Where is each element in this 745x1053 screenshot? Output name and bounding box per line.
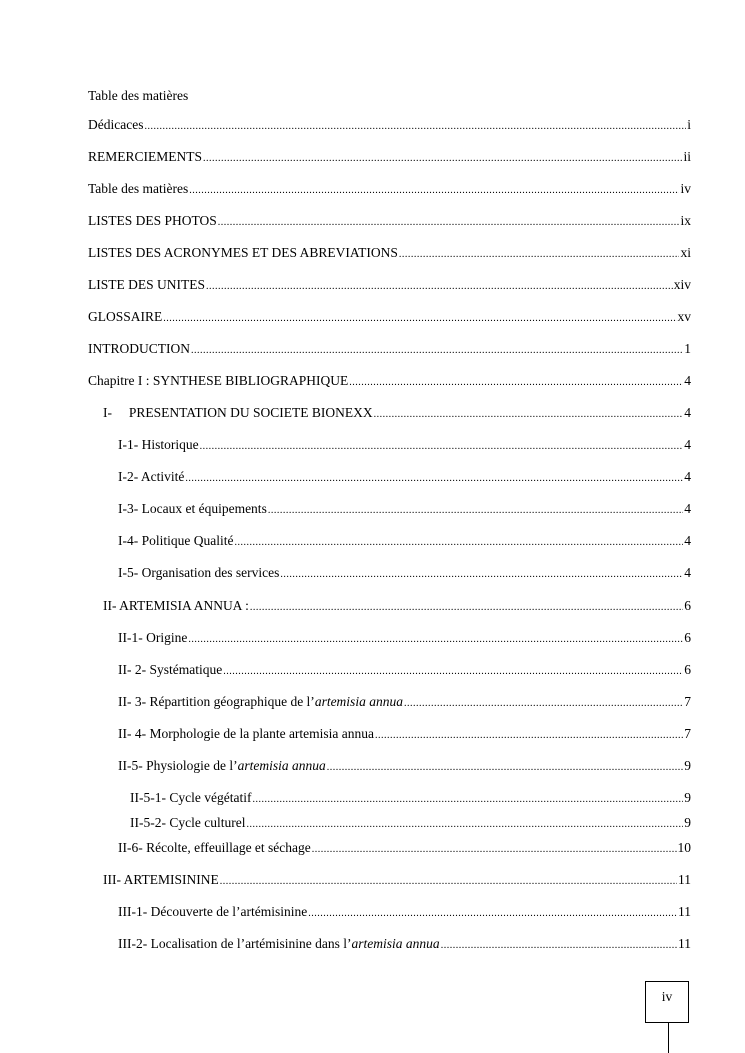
toc-entry[interactable]: [88, 116, 691, 135]
toc-page-number: 11: [678, 872, 691, 887]
toc-leader-dots: [308, 905, 677, 922]
toc-leader-dots: [191, 342, 683, 359]
toc-entry[interactable]: [130, 789, 691, 808]
toc-page-number: 4: [684, 565, 691, 580]
toc-entry[interactable]: [118, 629, 691, 648]
toc-entry[interactable]: [88, 340, 691, 359]
toc-leader-dots: [223, 663, 683, 680]
toc-leader-dots: [268, 502, 683, 519]
toc-entry-label: III- ARTEMISININE: [103, 872, 219, 887]
toc-entry-label: III-2- Localisation de l’artémisinine dans l’artemisia annua: [118, 936, 440, 951]
toc-page-number: i: [687, 117, 691, 132]
toc-leader-dots: [327, 759, 684, 776]
toc-entry[interactable]: [118, 903, 691, 922]
toc-entry[interactable]: [88, 212, 691, 231]
toc-leader-dots: [441, 937, 677, 954]
toc-leader-dots: [250, 599, 683, 616]
toc-leader-dots: [203, 150, 682, 167]
toc-entry[interactable]: [118, 839, 691, 858]
toc-leader-dots: [375, 727, 683, 744]
page-number-rule: [668, 1023, 669, 1053]
toc-page-number: 4: [684, 437, 691, 452]
toc-entry-label: II-6- Récolte, effeuillage et séchage: [118, 840, 311, 855]
toc-leader-dots: [189, 182, 679, 199]
toc-leader-dots: [312, 841, 677, 858]
page-number: iv: [661, 989, 673, 1004]
toc-entry[interactable]: [118, 757, 691, 776]
toc-page-number: xiv: [673, 277, 691, 292]
toc-entry-label: Dédicaces: [88, 117, 144, 132]
toc-page-number: 10: [677, 840, 691, 855]
toc-page-number: 6: [684, 662, 691, 677]
toc-entry[interactable]: [88, 244, 691, 263]
toc-page-number: iv: [680, 181, 691, 196]
toc-page-number: 4: [684, 405, 691, 420]
toc-page-number: 4: [684, 373, 691, 388]
toc-entry[interactable]: [118, 436, 691, 455]
toc-leader-dots: [144, 118, 686, 135]
toc-page-number: 11: [678, 936, 691, 951]
toc-page-number: 4: [684, 533, 691, 548]
toc-leader-dots: [246, 816, 683, 833]
toc-entry-label: II-1- Origine: [118, 630, 188, 645]
toc-leader-dots: [280, 566, 683, 583]
toc-entry[interactable]: [103, 597, 691, 616]
toc-entry-label: I-4- Politique Qualité: [118, 533, 234, 548]
toc-entry-label: II- ARTEMISIA ANNUA :: [103, 598, 249, 613]
toc-leader-dots: [399, 246, 680, 263]
toc-page-number: 11: [678, 904, 691, 919]
toc-page-number: 9: [684, 815, 691, 830]
toc-leader-dots: [200, 438, 684, 455]
toc-leader-dots: [252, 791, 683, 808]
toc-leader-dots: [374, 406, 684, 423]
toc-entry[interactable]: [118, 725, 691, 744]
toc-leader-dots: [163, 310, 676, 327]
toc-page-number: 7: [684, 726, 691, 741]
toc-page-number: 4: [684, 501, 691, 516]
toc-leader-dots: [234, 534, 683, 551]
toc-entry[interactable]: [118, 532, 691, 551]
toc-page-number: 6: [684, 630, 691, 645]
toc-entry[interactable]: [103, 404, 691, 423]
toc-entry[interactable]: [88, 180, 691, 199]
toc-entry-label: GLOSSAIRE: [88, 309, 163, 324]
toc-page-number: 9: [684, 758, 691, 773]
toc-page-number: 4: [684, 469, 691, 484]
toc-page-number: 6: [684, 598, 691, 613]
toc-leader-dots: [218, 214, 680, 231]
toc-entry[interactable]: [118, 693, 691, 712]
toc-entry[interactable]: [118, 935, 691, 954]
toc-entry[interactable]: [118, 500, 691, 519]
toc-leader-dots: [349, 374, 683, 391]
toc-entry-label: II-5- Physiologie de l’artemisia annua: [118, 758, 326, 773]
toc-page-number: xv: [677, 309, 691, 324]
toc-entry-label: LISTES DES ACRONYMES ET DES ABREVIATIONS: [88, 245, 398, 260]
toc-page-number: 9: [684, 790, 691, 805]
toc-entry-label: I-3- Locaux et équipements: [118, 501, 267, 516]
toc-entry[interactable]: [88, 148, 691, 167]
toc-entry-label: II- 4- Morphologie de la plante artemisia annua: [118, 726, 375, 741]
toc-leader-dots: [220, 873, 677, 890]
toc-entry-label: Chapitre I : SYNTHESE BIBLIOGRAPHIQUE: [88, 373, 349, 388]
toc-page-number: ii: [683, 149, 691, 164]
toc-entry-label: REMERCIEMENTS: [88, 149, 203, 164]
toc-entry[interactable]: [88, 372, 691, 391]
toc-page-number: 1: [684, 341, 691, 356]
toc-entry-label: Table des matières: [88, 181, 189, 196]
toc-entry[interactable]: [103, 871, 691, 890]
toc-entry-label: LISTE DES UNITES: [88, 277, 205, 292]
toc-leader-dots: [188, 631, 683, 648]
toc-entry-label: INTRODUCTION: [88, 341, 190, 356]
toc-entry[interactable]: [130, 814, 691, 833]
toc-entry-label: II- 3- Répartition géographique de l’artemisia annua: [118, 694, 403, 709]
toc-entry[interactable]: [118, 468, 691, 487]
toc-entry[interactable]: [88, 276, 691, 295]
toc-page-number: 7: [684, 694, 691, 709]
page-number-box: [645, 981, 689, 1023]
toc-entry[interactable]: [88, 308, 691, 327]
toc-entry-label: II-5-1- Cycle végétatif: [130, 790, 252, 805]
toc-entry[interactable]: [118, 661, 691, 680]
page-title: Table des matières: [88, 88, 189, 103]
toc-entry-label: I-1- Historique: [118, 437, 199, 452]
toc-page-number: xi: [680, 245, 691, 260]
toc-entry-label: I- PRESENTATION DU SOCIETE BIONEXX: [103, 405, 373, 420]
toc-entry-label: II- 2- Systématique: [118, 662, 223, 677]
toc-entry[interactable]: [118, 564, 691, 583]
toc-entry-label: III-1- Découverte de l’artémisinine: [118, 904, 308, 919]
toc-leader-dots: [185, 470, 683, 487]
toc-entry-label: LISTES DES PHOTOS: [88, 213, 217, 228]
toc-page-number: ix: [680, 213, 691, 228]
toc-entry-label: I-5- Organisation des services: [118, 565, 280, 580]
toc-leader-dots: [404, 695, 683, 712]
toc-entry-label: I-2- Activité: [118, 469, 185, 484]
toc-leader-dots: [206, 278, 673, 295]
toc-entry-label: II-5-2- Cycle culturel: [130, 815, 246, 830]
